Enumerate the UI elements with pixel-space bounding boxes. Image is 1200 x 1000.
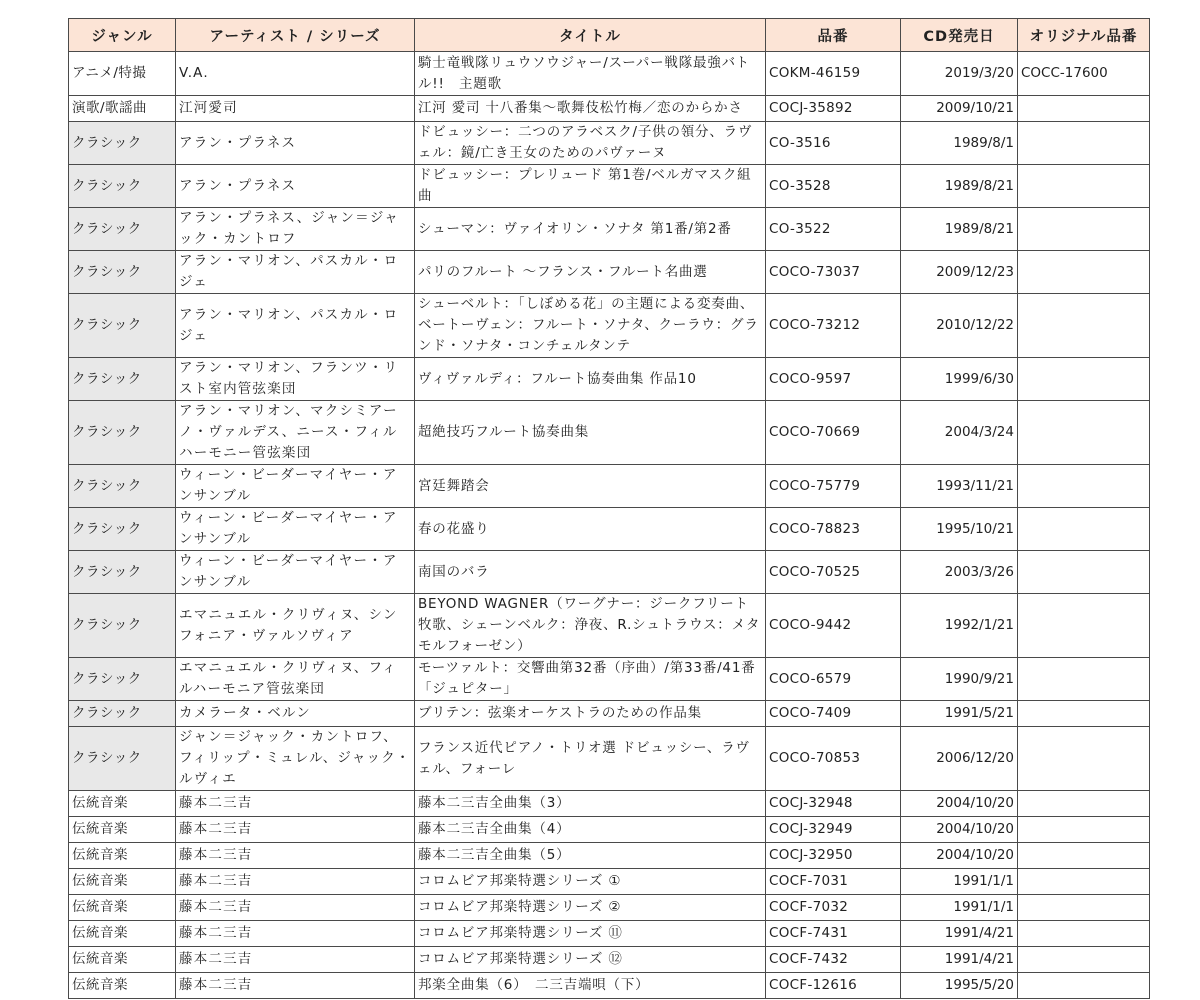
- release-date-cell: 1989/8/21: [901, 208, 1018, 251]
- release-date-cell: 1991/1/1: [901, 869, 1018, 895]
- product-code-cell: CO-3522: [766, 208, 901, 251]
- title-cell: ブリテン：弦楽オーケストラのための作品集: [415, 701, 766, 727]
- table-row: [69, 947, 1150, 973]
- product-code-cell: COCF-7031: [766, 869, 901, 895]
- artist-cell: アラン・マリオン、フランツ・リスト室内管弦楽団: [176, 358, 415, 401]
- release-date-cell: 1989/8/1: [901, 122, 1018, 165]
- table-row: [69, 817, 1150, 843]
- title-cell: コロムビア邦楽特選シリーズ ②: [415, 895, 766, 921]
- original-code-cell: [1018, 551, 1150, 594]
- title-cell: 藤本二三吉全曲集（3）: [415, 791, 766, 817]
- table-row: [69, 508, 1150, 551]
- table-row: [69, 701, 1150, 727]
- table-row: [69, 973, 1150, 999]
- genre-cell: クラシック: [69, 122, 176, 165]
- original-code-cell: [1018, 658, 1150, 701]
- original-code-cell: [1018, 791, 1150, 817]
- header-artist: アーティスト / シリーズ: [176, 19, 415, 52]
- artist-cell: 藤本二三吉: [176, 895, 415, 921]
- cd-catalog-table: [68, 18, 1150, 999]
- product-code-cell: COCF-7032: [766, 895, 901, 921]
- genre-cell: クラシック: [69, 294, 176, 358]
- table-row: [69, 791, 1150, 817]
- title-cell: 南国のバラ: [415, 551, 766, 594]
- original-code-cell: [1018, 358, 1150, 401]
- genre-cell: 伝統音楽: [69, 791, 176, 817]
- title-cell: ヴィヴァルディ：フルート協奏曲集 作品10: [415, 358, 766, 401]
- genre-cell: クラシック: [69, 594, 176, 658]
- genre-cell: クラシック: [69, 358, 176, 401]
- original-code-cell: [1018, 122, 1150, 165]
- release-date-cell: 2004/10/20: [901, 817, 1018, 843]
- artist-cell: 藤本二三吉: [176, 791, 415, 817]
- genre-cell: クラシック: [69, 701, 176, 727]
- genre-cell: クラシック: [69, 208, 176, 251]
- original-code-cell: [1018, 165, 1150, 208]
- release-date-cell: 1991/5/21: [901, 701, 1018, 727]
- original-code-cell: [1018, 96, 1150, 122]
- genre-cell: 演歌/歌謡曲: [69, 96, 176, 122]
- release-date-cell: 1993/11/21: [901, 465, 1018, 508]
- title-cell: 江河 愛司 十八番集〜歌舞伎松竹梅／恋のからかさ: [415, 96, 766, 122]
- original-code-cell: [1018, 594, 1150, 658]
- title-cell: モーツァルト：交響曲第32番（序曲）/第33番/41番「ジュピター」: [415, 658, 766, 701]
- product-code-cell: COCO-70525: [766, 551, 901, 594]
- artist-cell: 藤本二三吉: [176, 947, 415, 973]
- original-code-cell: [1018, 869, 1150, 895]
- title-cell: コロムビア邦楽特選シリーズ ⑫: [415, 947, 766, 973]
- artist-cell: ウィーン・ビーダーマイヤー・アンサンブル: [176, 508, 415, 551]
- title-cell: コロムビア邦楽特選シリーズ ⑪: [415, 921, 766, 947]
- product-code-cell: COCJ-32948: [766, 791, 901, 817]
- title-cell: 超絶技巧フルート協奏曲集: [415, 401, 766, 465]
- release-date-cell: 1992/1/21: [901, 594, 1018, 658]
- release-date-cell: 2009/10/21: [901, 96, 1018, 122]
- header-original-code: オリジナル品番: [1018, 19, 1150, 52]
- artist-cell: アラン・マリオン、パスカル・ロジェ: [176, 294, 415, 358]
- header-release-date: CD発売日: [901, 19, 1018, 52]
- table-row: [69, 869, 1150, 895]
- release-date-cell: 1995/10/21: [901, 508, 1018, 551]
- product-code-cell: COCO-70853: [766, 727, 901, 791]
- artist-cell: ウィーン・ビーダーマイヤー・アンサンブル: [176, 551, 415, 594]
- artist-cell: 藤本二三吉: [176, 973, 415, 999]
- original-code-cell: [1018, 294, 1150, 358]
- product-code-cell: COCO-9597: [766, 358, 901, 401]
- title-cell: 邦楽全曲集（6） 二三吉端唄（下）: [415, 973, 766, 999]
- release-date-cell: 1991/4/21: [901, 921, 1018, 947]
- release-date-cell: 2003/3/26: [901, 551, 1018, 594]
- product-code-cell: COCO-75779: [766, 465, 901, 508]
- title-cell: コロムビア邦楽特選シリーズ ①: [415, 869, 766, 895]
- product-code-cell: COCO-9442: [766, 594, 901, 658]
- product-code-cell: COCO-70669: [766, 401, 901, 465]
- product-code-cell: CO-3516: [766, 122, 901, 165]
- title-cell: 藤本二三吉全曲集（4）: [415, 817, 766, 843]
- original-code-cell: [1018, 727, 1150, 791]
- table-row: [69, 658, 1150, 701]
- original-code-cell: [1018, 947, 1150, 973]
- genre-cell: アニメ/特撮: [69, 52, 176, 96]
- table-row: [69, 727, 1150, 791]
- release-date-cell: 2019/3/20: [901, 52, 1018, 96]
- original-code-cell: [1018, 508, 1150, 551]
- artist-cell: アラン・マリオン、マクシミアーノ・ヴァルデス、ニース・フィルハーモニー管弦楽団: [176, 401, 415, 465]
- artist-cell: ウィーン・ビーダーマイヤー・アンサンブル: [176, 465, 415, 508]
- title-cell: 騎士竜戦隊リュウソウジャー/スーパー戦隊最強バトル!! 主題歌: [415, 52, 766, 96]
- artist-cell: 藤本二三吉: [176, 817, 415, 843]
- release-date-cell: 2004/3/24: [901, 401, 1018, 465]
- table-row: [69, 52, 1150, 96]
- product-code-cell: COCJ-32950: [766, 843, 901, 869]
- product-code-cell: COCO-78823: [766, 508, 901, 551]
- artist-cell: アラン・プラネス、ジャン＝ジャック・カントロフ: [176, 208, 415, 251]
- genre-cell: クラシック: [69, 465, 176, 508]
- title-cell: ドビュッシー：プレリュード 第1巻/ベルガマスク組曲: [415, 165, 766, 208]
- title-cell: 藤本二三吉全曲集（5）: [415, 843, 766, 869]
- genre-cell: クラシック: [69, 508, 176, 551]
- product-code-cell: COCF-7432: [766, 947, 901, 973]
- genre-cell: クラシック: [69, 551, 176, 594]
- release-date-cell: 1999/6/30: [901, 358, 1018, 401]
- release-date-cell: 1995/5/20: [901, 973, 1018, 999]
- genre-cell: クラシック: [69, 401, 176, 465]
- genre-cell: 伝統音楽: [69, 869, 176, 895]
- original-code-cell: [1018, 701, 1150, 727]
- header-code: 品番: [766, 19, 901, 52]
- title-cell: シューベルト：「しぼめる花」の主題による変奏曲、ベートーヴェン：フルート・ソナタ、クーラウ：グランド・ソナタ・コンチェルタンテ: [415, 294, 766, 358]
- product-code-cell: COKM-46159: [766, 52, 901, 96]
- title-cell: BEYOND WAGNER（ワーグナー：ジークフリート牧歌、シェーンベルク：浄夜、R.シュトラウス：メタモルフォーゼン）: [415, 594, 766, 658]
- original-code-cell: [1018, 843, 1150, 869]
- artist-cell: 藤本二三吉: [176, 843, 415, 869]
- title-cell: パリのフルート 〜フランス・フルート名曲選: [415, 251, 766, 294]
- release-date-cell: 2004/10/20: [901, 791, 1018, 817]
- original-code-cell: [1018, 251, 1150, 294]
- artist-cell: エマニュエル・クリヴィヌ、フィルハーモニア管弦楽団: [176, 658, 415, 701]
- product-code-cell: COCO-7409: [766, 701, 901, 727]
- artist-cell: 藤本二三吉: [176, 921, 415, 947]
- product-code-cell: COCO-73212: [766, 294, 901, 358]
- table-row: [69, 551, 1150, 594]
- artist-cell: 江河愛司: [176, 96, 415, 122]
- table-body: [69, 52, 1150, 999]
- genre-cell: クラシック: [69, 251, 176, 294]
- title-cell: 春の花盛り: [415, 508, 766, 551]
- original-code-cell: COCC-17600: [1018, 52, 1150, 96]
- artist-cell: アラン・プラネス: [176, 122, 415, 165]
- table-row: [69, 895, 1150, 921]
- genre-cell: 伝統音楽: [69, 843, 176, 869]
- release-date-cell: 2010/12/22: [901, 294, 1018, 358]
- header-genre: ジャンル: [69, 19, 176, 52]
- product-code-cell: COCJ-35892: [766, 96, 901, 122]
- title-cell: シューマン：ヴァイオリン・ソナタ 第1番/第2番: [415, 208, 766, 251]
- release-date-cell: 2004/10/20: [901, 843, 1018, 869]
- release-date-cell: 1991/1/1: [901, 895, 1018, 921]
- genre-cell: クラシック: [69, 165, 176, 208]
- genre-cell: クラシック: [69, 727, 176, 791]
- table-row: [69, 294, 1150, 358]
- product-code-cell: CO-3528: [766, 165, 901, 208]
- release-date-cell: 1990/9/21: [901, 658, 1018, 701]
- original-code-cell: [1018, 208, 1150, 251]
- table-row: [69, 208, 1150, 251]
- table-row: [69, 358, 1150, 401]
- original-code-cell: [1018, 817, 1150, 843]
- header-row: [69, 19, 1150, 52]
- table-row: [69, 921, 1150, 947]
- genre-cell: 伝統音楽: [69, 947, 176, 973]
- product-code-cell: COCF-7431: [766, 921, 901, 947]
- genre-cell: 伝統音楽: [69, 973, 176, 999]
- original-code-cell: [1018, 465, 1150, 508]
- original-code-cell: [1018, 895, 1150, 921]
- artist-cell: アラン・プラネス: [176, 165, 415, 208]
- genre-cell: クラシック: [69, 658, 176, 701]
- genre-cell: 伝統音楽: [69, 921, 176, 947]
- table-row: [69, 165, 1150, 208]
- release-date-cell: 1989/8/21: [901, 165, 1018, 208]
- genre-cell: 伝統音楽: [69, 817, 176, 843]
- product-code-cell: COCO-6579: [766, 658, 901, 701]
- artist-cell: ジャン＝ジャック・カントロフ、フィリップ・ミュレル、ジャック・ルヴィエ: [176, 727, 415, 791]
- title-cell: 宮廷舞踏会: [415, 465, 766, 508]
- table-row: [69, 96, 1150, 122]
- header-title: タイトル: [415, 19, 766, 52]
- artist-cell: カメラータ・ベルン: [176, 701, 415, 727]
- table-row: [69, 401, 1150, 465]
- table-row: [69, 843, 1150, 869]
- release-date-cell: 2006/12/20: [901, 727, 1018, 791]
- product-code-cell: COCJ-32949: [766, 817, 901, 843]
- artist-cell: エマニュエル・クリヴィヌ、シンフォニア・ヴァルソヴィア: [176, 594, 415, 658]
- genre-cell: 伝統音楽: [69, 895, 176, 921]
- artist-cell: V.A.: [176, 52, 415, 96]
- artist-cell: アラン・マリオン、パスカル・ロジェ: [176, 251, 415, 294]
- table-row: [69, 594, 1150, 658]
- original-code-cell: [1018, 401, 1150, 465]
- title-cell: ドビュッシー：二つのアラベスク/子供の領分、ラヴェル：鏡/亡き王女のためのパヴァーヌ: [415, 122, 766, 165]
- original-code-cell: [1018, 921, 1150, 947]
- release-date-cell: 2009/12/23: [901, 251, 1018, 294]
- product-code-cell: COCO-73037: [766, 251, 901, 294]
- table-row: [69, 122, 1150, 165]
- release-date-cell: 1991/4/21: [901, 947, 1018, 973]
- artist-cell: 藤本二三吉: [176, 869, 415, 895]
- title-cell: フランス近代ピアノ・トリオ選 ドビュッシー、ラヴェル、フォーレ: [415, 727, 766, 791]
- table-row: [69, 465, 1150, 508]
- table-row: [69, 251, 1150, 294]
- original-code-cell: [1018, 973, 1150, 999]
- product-code-cell: COCF-12616: [766, 973, 901, 999]
